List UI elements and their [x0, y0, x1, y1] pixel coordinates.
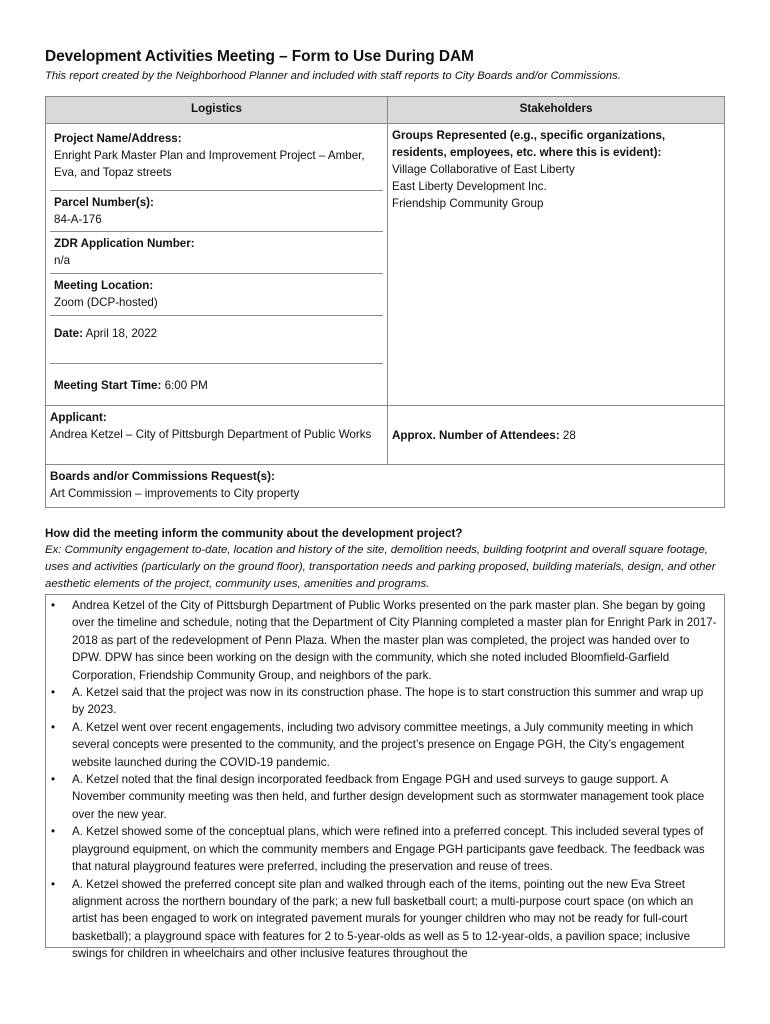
stakeholders-cell: [388, 124, 725, 406]
applicant-label: Applicant:: [50, 411, 107, 424]
parcel-block: [50, 191, 383, 232]
project-block: [50, 127, 383, 191]
date-block: [50, 316, 383, 364]
stakeholders-header: Stakeholders: [388, 97, 725, 124]
zdr-block: [50, 232, 383, 274]
logistics-table: [45, 96, 725, 508]
list-item: • A. Ketzel said that the project was now in its construction phase. The hope is to start construction this summer and wrap up by 2023.: [51, 686, 704, 717]
group-item: Village Collaborative of East Liberty: [392, 163, 575, 176]
location-block: [50, 274, 383, 316]
meeting-notes-box: [45, 594, 725, 961]
location-value: Zoom (DCP-hosted): [54, 296, 158, 309]
start-time-value: 6:00 PM: [161, 379, 208, 392]
zdr-label: ZDR Application Number:: [54, 237, 195, 250]
bullet-icon: •: [51, 686, 56, 700]
page-title: Development Activities Meeting – Form to Use During DAM: [45, 48, 474, 65]
bullet-icon: •: [51, 773, 56, 787]
list-item: • A. Ketzel showed the preferred concept site plan and walked through each of the items, pointing out the new Eva Street alignment across the northern boundary of the park; a new full basketball court; a multi-purpose court space (on which an artist has been engaged to work on integrated pavement murals for younger children who may not be ready for full-court basketball); a playground space with features for 2 to 5-year-olds as well as 5 to 12-year-olds, a pavilion space; inclusive swings for children in wheelchairs and other inclusive features throughout the: [51, 877, 694, 961]
boards-value: Art Commission – improvements to City property: [50, 487, 300, 500]
attendees-value: 28: [559, 428, 576, 442]
logistics-header: Logistics: [46, 97, 388, 124]
document-page: [45, 48, 725, 961]
groups-label: Groups Represented (e.g., specific organizations, residents, employees, etc. where this is evident):: [392, 129, 666, 159]
question-title: How did the meeting inform the community about the development project?: [45, 527, 463, 540]
notes-list: [46, 597, 718, 963]
boards-label: Boards and/or Commissions Request(s):: [50, 470, 275, 483]
project-value: Enright Park Master Plan and Improvement Project – Amber, Eva, and Topaz streets: [54, 149, 365, 179]
question-description: Ex: Community engagement to-date, location and history of the site, demolition needs, building footprint and overall square footage, uses and activities (particularly on the ground floor), transportation needs and parking proposed, building materials, design, and other aesthetic elements of the project, community uses, amenities and programs.: [45, 544, 716, 590]
attendees-cell: [388, 406, 725, 465]
date-label: Date:: [54, 327, 83, 340]
list-item: • A. Ketzel showed some of the conceptual plans, which were refined into a preferred concept. This included several types of playground equipment, on which the community members and Engage PGH participants gave feedback. The feedback was that natural playground features were preferred, including the preservation and reuse of trees.: [51, 825, 705, 874]
start-time-block: [50, 364, 383, 402]
bullet-icon: •: [51, 825, 56, 839]
parcel-label: Parcel Number(s):: [54, 196, 154, 209]
parcel-value: 84-A-176: [54, 213, 102, 226]
list-item: • A. Ketzel noted that the final design incorporated feedback from Engage PGH and used surveys to gauge support. A November community meeting was then held, and further design development such as stormwater management took place over the new year.: [51, 773, 705, 821]
bullet-icon: •: [51, 720, 56, 734]
bullet-icon: •: [51, 877, 56, 891]
bullet-icon: •: [51, 599, 56, 612]
applicant-value: Andrea Ketzel – City of Pittsburgh Department of Public Works: [50, 428, 372, 441]
zdr-value: n/a: [54, 254, 71, 267]
page-subtitle: This report created by the Neighborhood Planner and included with staff reports to City Boards and/or Commissions.: [45, 70, 621, 82]
start-time-label: Meeting Start Time:: [54, 379, 162, 392]
logistics-cell: [46, 124, 388, 406]
list-item: • A. Ketzel went over recent engagements, including two advisory committee meetings, a July community meeting in which several concepts were presented to the community, and the project’s presence on Engage PGH, the City’s engagement website launched during the COVID-19 pandemic.: [51, 720, 694, 769]
group-item: East Liberty Development Inc.: [392, 180, 547, 193]
applicant-cell: [46, 406, 388, 465]
date-value: April 18, 2022: [83, 327, 158, 340]
group-item: Friendship Community Group: [392, 197, 544, 210]
list-item: • Andrea Ketzel of the City of Pittsburgh Department of Public Works presented on the park master plan. She began by going over the timeline and schedule, noting that the Department of City Planning completed a master plan for Enright Park in 2017-2018 as part of the redevelopment of Penn Plaza. When the master plan was completed, the project was handed over to DPW. DPW has since been working on the design with the community, which she noted included Bloomfield-Garfield Corporation, Friendship Community Group, and neighbors of the park.: [51, 599, 717, 682]
attendees-label: Approx. Number of Attendees:: [392, 428, 560, 442]
project-label: Project Name/Address:: [54, 132, 182, 145]
boards-cell: [46, 465, 725, 508]
location-label: Meeting Location:: [54, 279, 154, 292]
